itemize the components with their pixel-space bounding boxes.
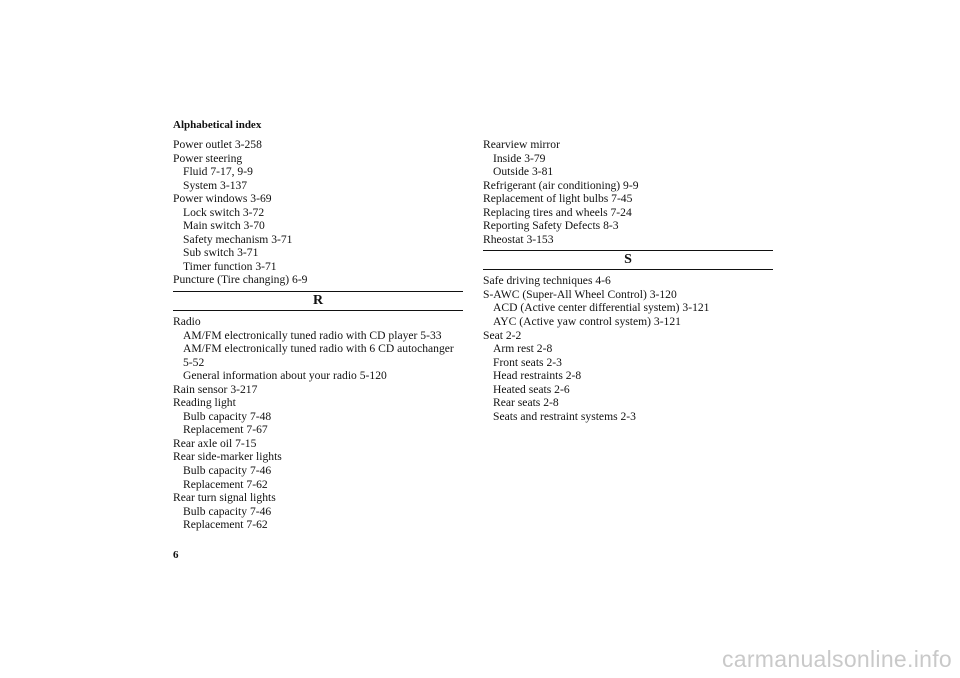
index-subentry: Front seats 2-3 (493, 355, 562, 369)
index-entry: Puncture (Tire changing) 6-9 (173, 273, 308, 287)
index-entry: Seat 2-2 (483, 328, 522, 342)
index-subentry: Replacement 7-62 (183, 518, 268, 532)
index-entry: Power windows 3-69 (173, 192, 272, 206)
index-subentry: AM/FM electronically tuned radio with 6 CD autochanger 5-52 (183, 342, 454, 369)
index-entry: Radio (173, 315, 201, 329)
index-subentry: Safety mechanism 3-71 (183, 232, 293, 246)
index-entry: Rheostat 3-153 (483, 232, 554, 246)
page-header-title: Alphabetical index (173, 119, 262, 131)
index-subentry: General information about your radio 5-120 (183, 369, 387, 383)
index-subentry: Fluid 7-17, 9-9 (183, 165, 253, 179)
watermark-text: carmanualsonline.info (721, 646, 952, 672)
index-entry: Rearview mirror (483, 138, 560, 151)
section-letter-r: R (173, 291, 463, 311)
index-subentry: AYC (Active yaw control system) 3-121 (493, 315, 681, 329)
index-subentry: Head restraints 2-8 (493, 369, 582, 383)
index-subentry: Replacement 7-62 (183, 477, 268, 491)
index-subentry: Outside 3-81 (493, 165, 554, 179)
index-entry: S-AWC (Super-All Wheel Control) 3-120 (483, 287, 677, 301)
index-entry: Refrigerant (air conditioning) 9-9 (483, 178, 639, 192)
page-number: 6 (173, 549, 179, 561)
index-subentry: Timer function 3-71 (183, 259, 277, 273)
index-subentry: AM/FM electronically tuned radio with CD player 5-33 (183, 328, 442, 342)
index-column-left (173, 138, 463, 532)
index-entry: Safe driving techniques 4-6 (483, 274, 611, 288)
index-subentry: Sub switch 3-71 (183, 246, 259, 260)
index-subentry: ACD (Active center differential system) 3-121 (493, 301, 710, 315)
index-entry: Replacement of light bulbs 7-45 (483, 192, 633, 206)
index-entry: Rear side-marker lights (173, 450, 282, 464)
index-subentry: Seats and restraint systems 2-3 (493, 409, 636, 423)
index-column-right (483, 138, 773, 423)
index-entry: Reporting Safety Defects 8-3 (483, 219, 619, 233)
index-subentry: Bulb capacity 7-48 (183, 409, 272, 423)
index-subentry: Rear seats 2-8 (493, 396, 559, 410)
index-entry: Power steering (173, 151, 243, 165)
index-entry: Rear turn signal lights (173, 491, 276, 505)
index-subentry: Bulb capacity 7-46 (183, 504, 272, 518)
section-letter-s: S (483, 250, 773, 270)
index-entry: Replacing tires and wheels 7-24 (483, 205, 632, 219)
index-subentry: Lock switch 3-72 (183, 205, 265, 219)
index-entry: Power outlet 3-258 (173, 138, 262, 151)
index-subentry: Replacement 7-67 (183, 423, 268, 437)
index-subentry: Bulb capacity 7-46 (183, 464, 272, 478)
index-entry: Rain sensor 3-217 (173, 382, 258, 396)
index-subentry: Main switch 3-70 (183, 219, 265, 233)
index-subentry: Heated seats 2-6 (493, 382, 570, 396)
index-subentry: System 3-137 (183, 178, 248, 192)
index-subentry: Inside 3-79 (493, 151, 546, 165)
index-entry: Reading light (173, 396, 236, 410)
index-entry: Rear axle oil 7-15 (173, 436, 257, 450)
index-subentry: Arm rest 2-8 (493, 342, 553, 356)
